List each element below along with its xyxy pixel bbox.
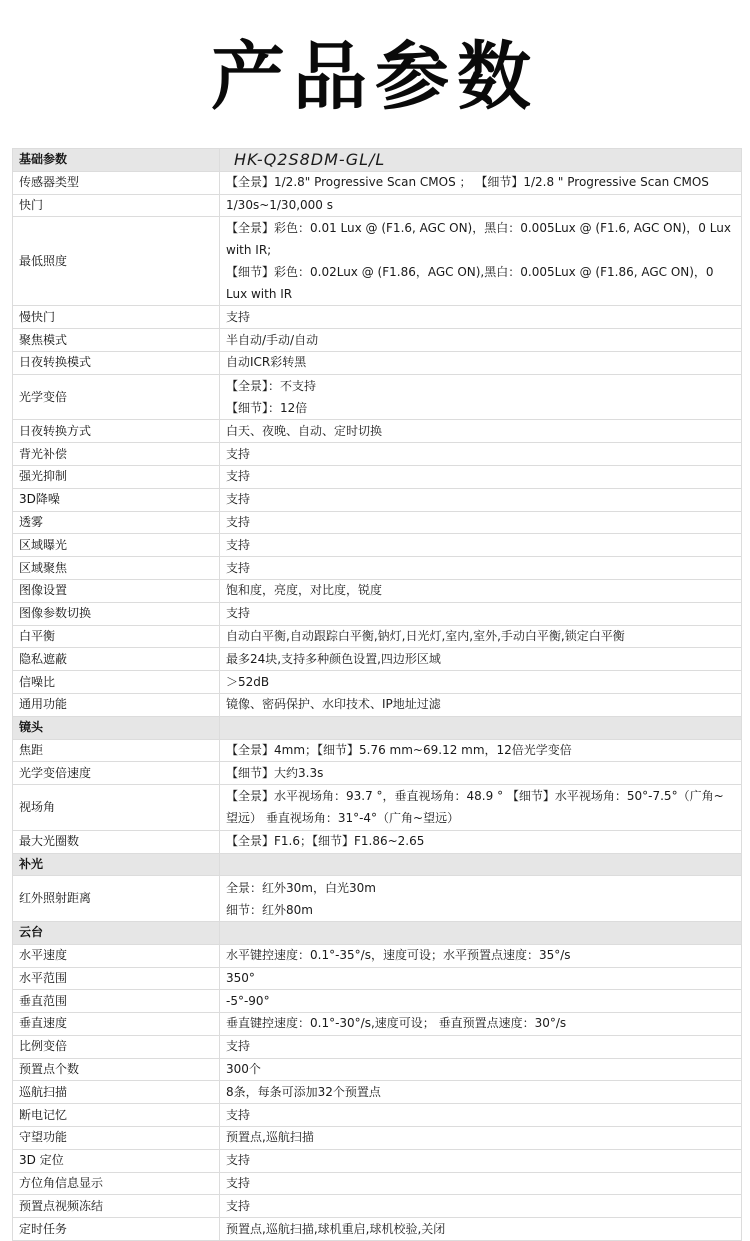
table-row: [13, 511, 742, 534]
table-row: [13, 374, 742, 420]
table-row: [13, 443, 742, 466]
spec-value-line: 8条，每条可添加32个预置点: [226, 1084, 381, 1099]
spec-value: [220, 534, 742, 557]
spec-value: [220, 1081, 742, 1104]
spec-value: [220, 1013, 742, 1036]
spec-value: [220, 1218, 742, 1241]
page-title: 产品参数: [211, 34, 539, 120]
spec-value-line: 细节：红外80m: [226, 902, 313, 917]
spec-value-line: 预置点,巡航扫描,球机重启,球机校验,关闭: [226, 1221, 446, 1236]
table-row: [13, 194, 742, 217]
section-title: 云台: [13, 921, 220, 944]
spec-value: [220, 876, 742, 922]
table-row: [13, 1058, 742, 1081]
table-row: [13, 488, 742, 511]
spec-key: 白平衡: [13, 625, 220, 648]
spec-value-line: 望远） 垂直视场角：31°-4°（广角~望远）: [226, 811, 460, 826]
spec-key: 断电记忆: [13, 1104, 220, 1127]
spec-key: 垂直范围: [13, 990, 220, 1013]
spec-value: [220, 625, 742, 648]
spec-table: [12, 148, 742, 1241]
spec-value: [220, 1058, 742, 1081]
spec-key: 光学变倍: [13, 374, 220, 420]
spec-key: 传感器类型: [13, 171, 220, 194]
spec-value: [220, 306, 742, 329]
spec-value: [220, 217, 742, 306]
spec-value-line: 支持: [226, 606, 251, 621]
spec-key: 巡航扫描: [13, 1081, 220, 1104]
spec-value-line: -5°-90°: [226, 993, 270, 1008]
section-header-row: [13, 716, 742, 739]
table-row: [13, 876, 742, 922]
table-row: [13, 1218, 742, 1241]
spec-value: [220, 1104, 742, 1127]
spec-value: [220, 171, 742, 194]
table-row: [13, 1127, 742, 1150]
spec-value-line: 全景：红外30m，白光30m: [226, 880, 376, 895]
spec-table-body: [13, 149, 742, 1241]
spec-value: [220, 990, 742, 1013]
spec-value-line: 白天、夜晚、自动、定时切换: [226, 423, 383, 438]
spec-value-line: 【细节】：12倍: [226, 401, 308, 416]
model-number: HK-Q2S8DM-GL/L: [220, 149, 742, 172]
spec-value-line: 预置点,巡航扫描: [226, 1130, 314, 1145]
table-row: [13, 625, 742, 648]
spec-key: 聚焦模式: [13, 329, 220, 352]
spec-value-line: 自动白平衡,自动跟踪白平衡,钠灯,日光灯,室内,室外,手动白平衡,锁定白平衡: [226, 628, 625, 643]
spec-value: [220, 557, 742, 580]
spec-value-line: 水平键控速度：0.1°-35°/s，速度可设；水平预置点速度：35°/s: [226, 948, 571, 963]
table-row: [13, 1013, 742, 1036]
spec-key: 光学变倍速度: [13, 762, 220, 785]
table-row: [13, 1104, 742, 1127]
spec-key: 预置点视频冻结: [13, 1195, 220, 1218]
spec-value-line: 支持: [226, 1198, 251, 1213]
table-row: [13, 329, 742, 352]
spec-key: 通用功能: [13, 693, 220, 716]
spec-key: 垂直速度: [13, 1013, 220, 1036]
spec-key: 3D降噪: [13, 488, 220, 511]
spec-value-line: 饱和度，亮度，对比度，锐度: [226, 583, 383, 598]
spec-value-line: 1/30s~1/30,000 s: [226, 197, 333, 212]
spec-value-line: 【全景】1/2.8" Progressive Scan CMOS ； 【细节】1/2.8 " Progressive Scan CMOS: [226, 175, 709, 190]
table-row: [13, 1035, 742, 1058]
section-title: 补光: [13, 853, 220, 876]
table-row: [13, 967, 742, 990]
spec-key: 图像设置: [13, 579, 220, 602]
table-row: [13, 1149, 742, 1172]
table-row: [13, 217, 742, 306]
spec-key: 最大光圈数: [13, 830, 220, 853]
spec-key: 预置点个数: [13, 1058, 220, 1081]
spec-key: 守望功能: [13, 1127, 220, 1150]
spec-key: 比例变倍: [13, 1035, 220, 1058]
table-header-row: [13, 149, 742, 172]
spec-value: [220, 648, 742, 671]
spec-value: [220, 465, 742, 488]
spec-value: [220, 762, 742, 785]
spec-value: [220, 329, 742, 352]
table-row: [13, 944, 742, 967]
spec-value: [220, 693, 742, 716]
table-row: [13, 990, 742, 1013]
spec-value-line: 支持: [226, 537, 251, 552]
table-row: [13, 171, 742, 194]
spec-value-line: 自动ICR彩转黑: [226, 355, 307, 370]
table-row: [13, 602, 742, 625]
spec-value-line: 350°: [226, 970, 255, 985]
spec-key: 区域聚焦: [13, 557, 220, 580]
spec-value: [220, 351, 742, 374]
spec-value: [220, 602, 742, 625]
table-row: [13, 693, 742, 716]
table-row: [13, 420, 742, 443]
spec-value-line: 支持: [226, 309, 251, 324]
spec-value-line: 支持: [226, 1153, 251, 1168]
spec-value-line: 支持: [226, 446, 251, 461]
spec-key: 焦距: [13, 739, 220, 762]
spec-value: [220, 967, 742, 990]
table-row: [13, 671, 742, 694]
spec-value-line: 【细节】彩色：0.02Lux @ (F1.86，AGC ON),黑白：0.005Lux @ (F1.86, AGC ON)，0 Lux with IR: [226, 265, 714, 302]
table-row: [13, 306, 742, 329]
header-label: 基础参数: [13, 149, 220, 172]
spec-key: 透雾: [13, 511, 220, 534]
section-spacer: [220, 921, 742, 944]
spec-key: 慢快门: [13, 306, 220, 329]
table-row: [13, 351, 742, 374]
spec-key: 隐私遮蔽: [13, 648, 220, 671]
spec-value-line: 【全景】彩色：0.01 Lux @ (F1.6, AGC ON)，黑白：0.005Lux @ (F1.6, AGC ON)，0 Lux with IR;: [226, 221, 731, 258]
table-row: [13, 1172, 742, 1195]
spec-value-line: 支持: [226, 1176, 251, 1191]
spec-key: 最低照度: [13, 217, 220, 306]
spec-key: 背光补偿: [13, 443, 220, 466]
spec-value-line: 半自动/手动/自动: [226, 332, 319, 347]
spec-value: [220, 488, 742, 511]
spec-value: [220, 511, 742, 534]
spec-value: [220, 579, 742, 602]
spec-key: 视场角: [13, 785, 220, 831]
spec-value-line: 支持: [226, 1107, 251, 1122]
spec-value-line: ＞52dB: [226, 674, 270, 689]
spec-value-line: 【全景】F1.6；【细节】F1.86~2.65: [226, 834, 425, 849]
spec-value-line: 【全景】：不支持: [226, 379, 317, 394]
spec-value-line: 【全景】4mm；【细节】5.76 mm~69.12 mm，12倍光学变倍: [226, 742, 572, 757]
spec-value-line: 【全景】水平视场角：93.7 °，垂直视场角：48.9 ° 【细节】水平视场角：50°-7.5°（广角~: [226, 789, 724, 804]
spec-value: [220, 1149, 742, 1172]
table-row: [13, 739, 742, 762]
spec-key: 强光抑制: [13, 465, 220, 488]
table-row: [13, 557, 742, 580]
table-row: [13, 579, 742, 602]
spec-value: [220, 739, 742, 762]
spec-value-line: 镜像、密码保护、水印技术、IP地址过滤: [226, 697, 441, 712]
section-title: 镜头: [13, 716, 220, 739]
section-header-row: [13, 921, 742, 944]
table-row: [13, 1081, 742, 1104]
spec-value: [220, 785, 742, 831]
title-banner: [0, 0, 750, 148]
spec-key: 方位角信息显示: [13, 1172, 220, 1195]
spec-key: 日夜转换模式: [13, 351, 220, 374]
spec-value: [220, 443, 742, 466]
spec-value: [220, 1195, 742, 1218]
spec-key: 信噪比: [13, 671, 220, 694]
spec-value: [220, 194, 742, 217]
table-row: [13, 1195, 742, 1218]
spec-value: [220, 1172, 742, 1195]
table-row: [13, 830, 742, 853]
spec-key: 定时任务: [13, 1218, 220, 1241]
table-row: [13, 785, 742, 831]
spec-key: 3D 定位: [13, 1149, 220, 1172]
spec-key: 日夜转换方式: [13, 420, 220, 443]
spec-key: 区域曝光: [13, 534, 220, 557]
spec-value: [220, 671, 742, 694]
spec-key: 红外照射距离: [13, 876, 220, 922]
spec-value: [220, 944, 742, 967]
table-row: [13, 762, 742, 785]
spec-value: [220, 374, 742, 420]
spec-value-line: 支持: [226, 514, 251, 529]
spec-value-line: 300个: [226, 1062, 261, 1077]
spec-value-line: 垂直键控速度：0.1°-30°/s,速度可设； 垂直预置点速度：30°/s: [226, 1016, 567, 1031]
table-row: [13, 534, 742, 557]
spec-key: 水平范围: [13, 967, 220, 990]
spec-value: [220, 1127, 742, 1150]
spec-key: 快门: [13, 194, 220, 217]
spec-key: 图像参数切换: [13, 602, 220, 625]
table-row: [13, 465, 742, 488]
spec-value: [220, 830, 742, 853]
spec-value: [220, 1035, 742, 1058]
spec-value-line: 最多24块,支持多种颜色设置,四边形区域: [226, 651, 441, 666]
table-row: [13, 648, 742, 671]
section-spacer: [220, 716, 742, 739]
spec-value-line: 支持: [226, 492, 251, 507]
spec-value-line: 支持: [226, 469, 251, 484]
section-header-row: [13, 853, 742, 876]
spec-value-line: 支持: [226, 560, 251, 575]
spec-value: [220, 420, 742, 443]
spec-value-line: 【细节】大约3.3s: [226, 765, 324, 780]
spec-value-line: 支持: [226, 1039, 251, 1054]
spec-key: 水平速度: [13, 944, 220, 967]
section-spacer: [220, 853, 742, 876]
